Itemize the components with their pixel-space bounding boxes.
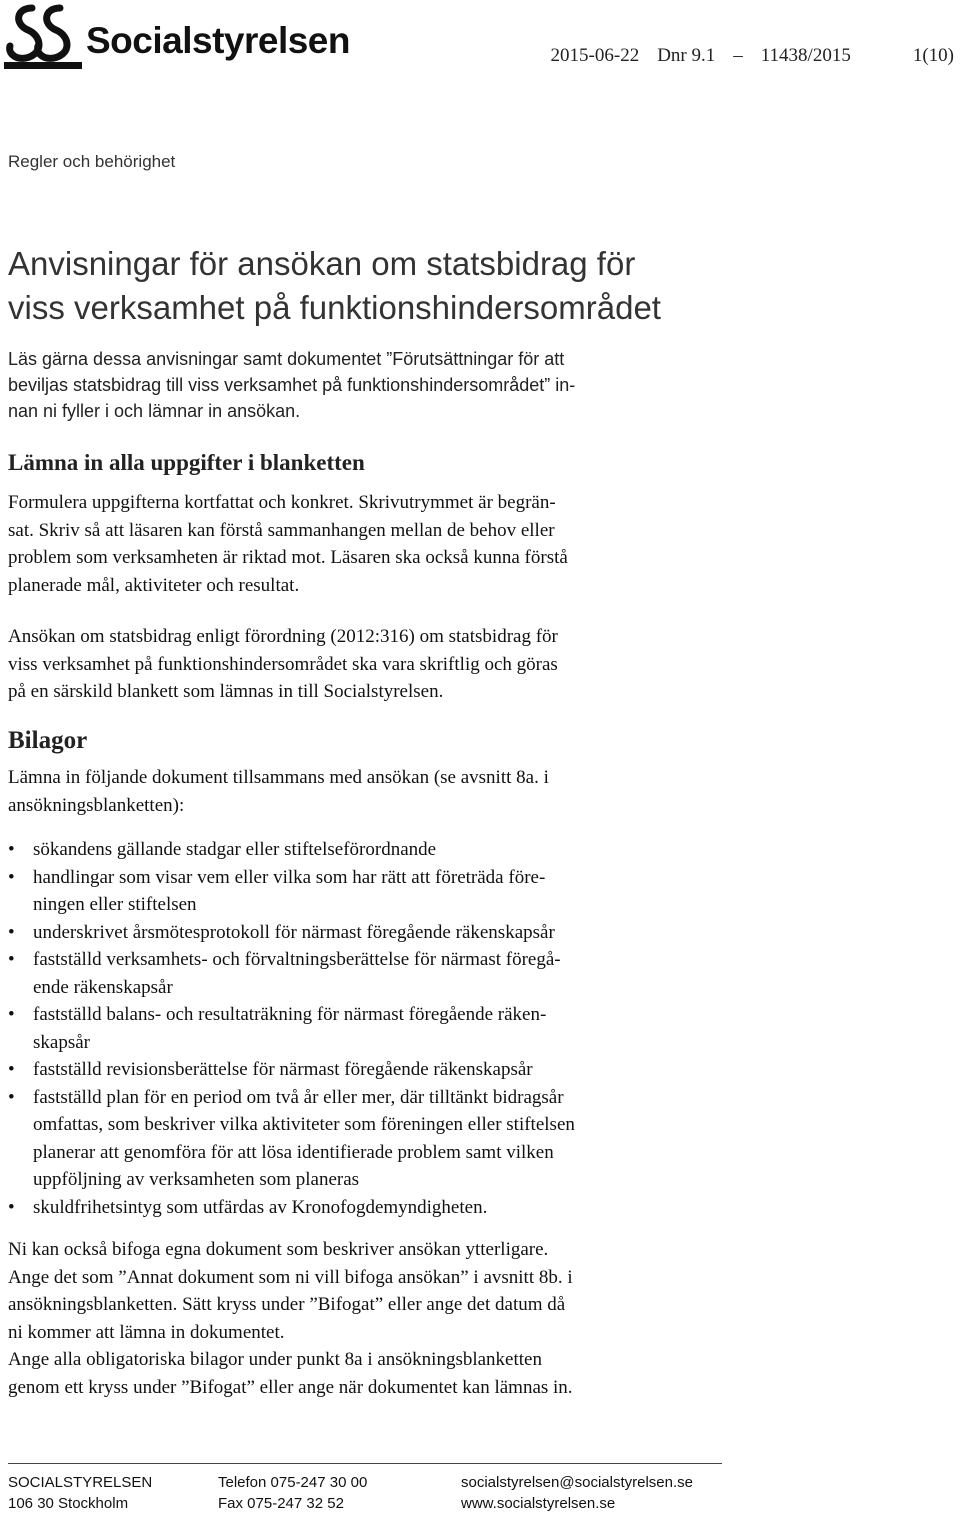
footer-web-column [461, 1472, 693, 1514]
intro-line: nan ni fyller i och lämnar in ansökan. [8, 401, 301, 421]
logo-wordmark: Socialstyrelsen [86, 20, 350, 61]
paragraph-line: Lämna in följande dokument tillsammans med ansökan (se avsnitt 8a. i [8, 767, 549, 788]
footer-email-link[interactable]: socialstyrelsen@socialstyrelsen.se [461, 1474, 693, 1491]
list-item-text: fastställd balans- och resultaträkning för närmast föregående räken- [33, 1004, 547, 1025]
bullet-icon: • [8, 1086, 15, 1108]
bullet-icon: • [8, 921, 15, 943]
paragraph-line: sat. Skriv så att läsaren kan förstå sammanhangen mellan de behov eller [8, 519, 555, 541]
paragraph-line: Ansökan om statsbidrag enligt förordning (2012:316) om statsbidrag för [8, 626, 558, 647]
section1-paragraph [8, 489, 948, 599]
list-item-text: ende räkenskapsår [33, 976, 173, 998]
list-item-text: uppföljning av verksamheten som planeras [33, 1169, 360, 1190]
bullet-icon: • [8, 949, 15, 970]
doc-ref: 11438/2015 [760, 45, 851, 66]
list-item-text: planerar att genomföra för att lösa identifierade problem samt vilken [33, 1141, 554, 1163]
paragraph-line: ni kommer att lämna in dokumentet. [8, 1321, 285, 1343]
footer-fax: Fax 075-247 32 52 [218, 1495, 344, 1512]
doc-date: 2015-06-22 [550, 45, 640, 66]
footer-address-column [8, 1472, 152, 1514]
title-line-1: Anvisningar för ansökan om statsbidrag för [8, 245, 636, 282]
list-item [8, 836, 948, 864]
list-item [8, 864, 948, 919]
bilagor-intro [8, 764, 948, 819]
list-item-text: ningen eller stiftelsen [33, 894, 197, 915]
paragraph-line: Ni kan också bifoga egna dokument som beskriver ansökan ytterligare. [8, 1239, 549, 1260]
bullet-icon: • [8, 1004, 15, 1025]
logo-emblem-icon [2, 2, 84, 72]
list-item [8, 1001, 948, 1056]
list-item-text: skapsår [33, 1031, 90, 1053]
intro-line: beviljas statsbidrag till viss verksamhet på funktionshindersområdet” in- [8, 375, 576, 395]
document-category: Regler och behörighet [8, 152, 176, 171]
paragraph-line: genom ett kryss under ”Bifogat” eller ange när dokumentet kan lämnas in. [8, 1376, 573, 1398]
intro-line: Läs gärna dessa anvisningar samt dokumentet ”Förutsättningar för att [8, 349, 565, 369]
list-item-text: handlingar som visar vem eller vilka som har rätt att företräda före- [33, 866, 546, 888]
list-item [8, 1056, 948, 1084]
list-item [8, 1084, 948, 1194]
title-line-2: viss verksamhet på funktionshindersområdet [8, 289, 661, 326]
paragraph-line: Formulera uppgifterna kortfattat och konkret. Skrivutrymmet är begrän- [8, 492, 556, 513]
section-heading-uppgifter: Lämna in alla uppgifter i blanketten [8, 450, 365, 475]
footer-divider [8, 1463, 722, 1464]
bullet-icon: • [8, 839, 15, 860]
doc-dash: – [733, 45, 743, 66]
list-item-text: underskrivet årsmötesprotokoll för närmast föregående räkenskapsår [33, 921, 555, 943]
list-item-text: sökandens gällande stadgar eller stiftelseförordnande [33, 839, 437, 860]
list-item-text: skuldfrihetsintyg som utfärdas av Kronofogdemyndigheten. [33, 1196, 488, 1218]
paragraph-line: planerade mål, aktiviteter och resultat. [8, 574, 300, 596]
closing-paragraph [8, 1236, 948, 1401]
doc-page-number: 1(10) [912, 45, 954, 66]
intro-paragraph [8, 346, 708, 424]
paragraph-line: problem som verksamheten är riktad mot. Läsaren ska också kunna förstå [8, 547, 568, 568]
socialstyrelsen-logo [2, 2, 348, 72]
footer-web-link[interactable]: www.socialstyrelsen.se [461, 1495, 616, 1512]
list-item [8, 946, 948, 1001]
attachment-list [8, 836, 948, 1221]
page-header [0, 0, 960, 80]
bullet-icon: • [8, 1196, 15, 1218]
footer-contact-column [218, 1472, 367, 1514]
section-heading-bilagor: Bilagor [8, 727, 88, 754]
footer-address: 106 30 Stockholm [8, 1495, 129, 1512]
bullet-icon: • [8, 866, 15, 888]
list-item-text: fastställd verksamhets- och förvaltningsberättelse för närmast föregå- [33, 949, 561, 970]
paragraph-line: ansökningsblanketten): [8, 794, 185, 816]
page-title [8, 242, 948, 330]
paragraph-line: viss verksamhet på funktionshindersområdet ska vara skriftlig och göras [8, 653, 558, 675]
paragraph-line: Ange alla obligatoriska bilagor under punkt 8a i ansökningsblanketten [8, 1349, 542, 1370]
paragraph-line: ansökningsblanketten. Sätt kryss under ”Bifogat” eller ange det datum då [8, 1294, 566, 1315]
bullet-icon: • [8, 1059, 15, 1080]
doc-dnr: Dnr 9.1 [657, 45, 716, 66]
list-item-text: fastställd revisionsberättelse för närmast föregående räkenskapsår [33, 1059, 533, 1080]
list-item [8, 919, 948, 947]
footer-org: SOCIALSTYRELSEN [8, 1474, 153, 1491]
list-item [8, 1194, 948, 1222]
paragraph-line: på en särskild blankett som lämnas in till Socialstyrelsen. [8, 681, 444, 702]
paragraph-line: Ange det som ”Annat dokument som ni vill bifoga ansökan” i avsnitt 8b. i [8, 1266, 573, 1288]
list-item-text: omfattas, som beskriver vilka aktiviteter som föreningen eller stiftelsen [33, 1114, 575, 1135]
section1-paragraph-2 [8, 623, 948, 706]
document-meta [533, 45, 954, 67]
list-item-text: fastställd plan för en period om två år eller mer, där tilltänkt bidragsår [33, 1086, 564, 1108]
footer-phone: Telefon 075-247 30 00 [218, 1474, 368, 1491]
